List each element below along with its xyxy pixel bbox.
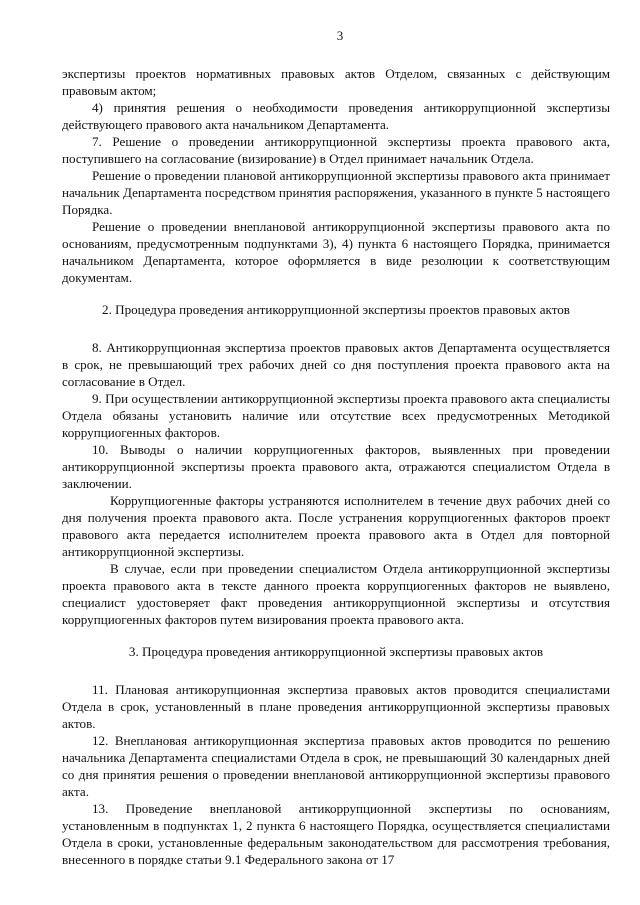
paragraph-item-12: 12. Внеплановая антикорупционная экспертиза правовых актов проводится по решению начальника Департамента специалистами Отдела в срок, не превышающий 30 календарных дней со дня принятия решения о проведении внеплановой антикоррупционной экспертизы правового акта. (62, 733, 610, 799)
paragraph-item-4: 4) принятия решения о необходимости проведения антикоррупционной экспертизы действующего правового акта начальником Департамента. (62, 100, 610, 132)
paragraph-item-7: 7. Решение о проведении антикоррупционной экспертизы проекта правового акта, поступившего на согласование (визирование) в Отдел принимает начальник Отдела. (62, 134, 610, 166)
paragraph-item-11: 11. Плановая антикорупционная экспертиза правовых актов проводится специалистами Отдела в срок, установленный в плане проведения антикоррупционной экспертизы правовых актов. (62, 682, 610, 731)
paragraph-item-8: 8. Антикоррупционная экспертиза проектов правовых актов Департамента осуществляется в срок, не превышающий трех рабочих дней со дня поступления проекта правового акта на согласование в Отдел. (62, 340, 610, 389)
paragraph-planned-decision: Решение о проведении плановой антикоррупционной экспертизы правового акта принимает начальник Департамента посредством принятия распоряжения, указанного в пункте 5 настоящего Порядка. (62, 168, 610, 217)
paragraph-item-10: 10. Выводы о наличии коррупциогенных факторов, выявленных при проведении антикоррупционной экспертизы проекта правового акта, отражаются специалистом Отдела в заключении. (62, 442, 610, 491)
page-number: 3 (336, 28, 344, 43)
paragraph-item-9: 9. При осуществлении антикоррупционной экспертизы проекта правового акта специалисты Отдела обязаны установить наличие или отсутствие всех предусмотренных Методикой коррупциогенных факторов. (62, 391, 610, 440)
paragraph-factors-removal: Коррупциогенные факторы устраняются исполнителем в течение двух рабочих дней со дня получения проекта правового акта. После устранения коррупциогенных факторов проект правового акта передается исполнителем проекта правового акта в Отдел для повторной антикоррупционной экспертизы. (62, 493, 610, 559)
section-heading-2: 2. Процедура проведения антикоррупционной экспертизы проектов правовых актов (102, 302, 570, 317)
paragraph-no-factors: В случае, если при проведении специалистом Отдела антикоррупционной экспертизы проекта правового акта в тексте данного проекта коррупциогенных факторов не выявлено, специалист удостоверяет факт проведения антикоррупционной экспертизы и отсутствия коррупциогенных факторов путем визирования проекта правового акта. (62, 561, 610, 627)
paragraph-continuation: экспертизы проектов нормативных правовых актов Отделом, связанных с действующим правовым актом; (62, 66, 610, 98)
paragraph-unplanned-decision: Решение о проведении внеплановой антикоррупционной экспертизы правового акта по основаниям, предусмотренным подпунктами 3), 4) пункта 6 настоящего Порядка, принимается начальником Департамента, которое оформляется в виде резолюции к соответствующим документам. (62, 219, 610, 285)
section-heading-3: 3. Процедура проведения антикоррупционной экспертизы правовых актов (128, 644, 544, 659)
paragraph-item-13: 13. Проведение внеплановой антикоррупционной экспертизы по основаниям, установленным в подпунктах 1, 2 пункта 6 настоящего Порядка, осуществляется специалистами Отдела в сроки, установленные федеральным законодательством для рассмотрения требования, внесенного в порядке статьи 9.1 Федерального закона от 17 (62, 801, 610, 867)
